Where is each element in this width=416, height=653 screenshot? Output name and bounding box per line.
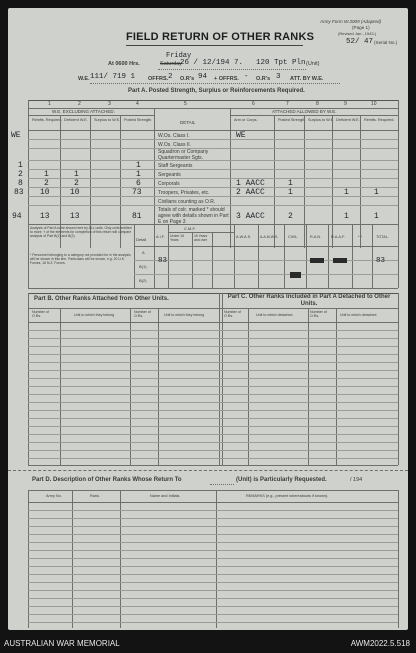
detail-troopers: Troopers, Privates, etc. xyxy=(158,190,210,196)
we-label: W.E. xyxy=(78,76,90,82)
plus-offrs-value: - xyxy=(244,73,249,81)
date-handwritten: 26 / 12/194 7. xyxy=(180,59,244,67)
aif-header: A.I.F. xyxy=(156,235,165,239)
ruled-line xyxy=(28,362,398,363)
detail-corporals: Corporals xyxy=(158,181,180,187)
date-line xyxy=(158,69,306,70)
header-att-deficient: Deficient W.E. xyxy=(336,118,360,122)
form-page xyxy=(8,8,408,630)
col-num-9: 9 xyxy=(344,101,347,107)
att-by-we-label: ATT. BY W.E. xyxy=(290,76,324,82)
ruled-line xyxy=(28,394,398,395)
margin-total: 94 xyxy=(12,212,22,221)
form-reference: Army Form W.3009 (Adapted) xyxy=(320,19,382,24)
margin-tpr: 83 xyxy=(14,188,24,197)
row-cpl-att-posted: 1 xyxy=(288,179,293,188)
part-c-number-header-2: Number of O.Rs. xyxy=(310,310,327,318)
row-tpr-arm: 2 AACC xyxy=(236,188,265,197)
total-reinfts: 13 xyxy=(40,212,50,221)
part-b-number-header-2: Number of O.Rs. xyxy=(134,310,151,318)
civil-header: CIVIL xyxy=(288,235,298,239)
margin-cpl: 8 xyxy=(18,179,23,188)
ors-value: 94 xyxy=(198,73,208,81)
detail-header: DETAIL xyxy=(180,120,196,125)
header-reinfts-required: Reinfts. Required. xyxy=(32,118,63,122)
ruled-line xyxy=(28,614,398,615)
plus-offrs-label: + OFFRS. xyxy=(214,76,239,82)
row-tpr-att-reinfts: 1 xyxy=(374,188,379,197)
ruled-line xyxy=(28,566,398,567)
over-16-header: 16 Years and over xyxy=(194,234,208,242)
redaction-block xyxy=(290,272,301,278)
row-cpl-deficient: 2 xyxy=(74,179,79,188)
header-deficient-we: Deficient W.E. xyxy=(64,118,88,122)
ruled-line xyxy=(28,354,398,355)
ruled-line xyxy=(28,330,398,331)
revised-note: (Revised Jan., 1943.) xyxy=(338,31,377,36)
detail-sergeants: Sergeants xyxy=(158,172,181,178)
detail-staff-sergeants: Staff Sergeants xyxy=(158,163,193,169)
ruled-line xyxy=(28,590,398,591)
header-posted-strength: Posted Strength. xyxy=(124,118,153,122)
part-b-number-header-1: Number of O.Rs. xyxy=(32,310,49,318)
total-deficient: 13 xyxy=(70,212,80,221)
header-surplus-we: Surplus to W.E. xyxy=(94,118,121,122)
part-d-date-blank: / 194 xyxy=(350,477,363,483)
detail-totals: Totals of colr. marked * should agree with details shown in Part E on Page 3 xyxy=(158,207,229,225)
raaf-header: R.A.A.F. xyxy=(331,235,345,239)
part-a-top-rule xyxy=(28,100,398,101)
ruled-line xyxy=(28,450,398,451)
ruled-line xyxy=(28,606,398,607)
ran-header: R.A.N. xyxy=(310,235,322,239)
row-wo1-arm: WE xyxy=(236,131,246,140)
detail-civilians: Civilians counting as O.R. xyxy=(158,199,216,205)
part-d-army-no-header: Army No. xyxy=(46,494,62,498)
ruled-line xyxy=(28,418,398,419)
struck-day: Saturday xyxy=(160,61,183,67)
redaction-block xyxy=(310,258,324,263)
title-underline xyxy=(126,45,303,46)
header-att-surplus: Surplus to W.E. xyxy=(308,118,335,122)
under-16-header: Under 16 Years xyxy=(170,234,184,242)
col-num-5: 5 xyxy=(184,101,187,107)
row-tpr-att-deficient: 1 xyxy=(344,188,349,197)
ors-label: O.R's xyxy=(180,76,195,82)
day-handwritten: Friday xyxy=(166,52,192,60)
ruled-line xyxy=(28,402,398,403)
footer-credit: AUSTRALIAN WAR MEMORIAL xyxy=(4,639,120,648)
margin-sgt: 2 xyxy=(18,170,23,179)
we-excluding-attached-header: W.E. EXCLUDING ATTACHED. xyxy=(52,109,115,114)
awas-header: A.W.A.S. xyxy=(236,235,252,239)
page-title: FIELD RETURN OF OTHER RANKS xyxy=(126,31,315,43)
analysis-note: Analysis of Part A to be shown here by ALL units. Only units entitled to more. † of the elements for completion of this return will compare analysis of Part B(1) and B(2). xyxy=(30,226,132,238)
ruled-line xyxy=(28,370,398,371)
ruled-line xyxy=(28,542,398,543)
analysis-aif-value: 83 xyxy=(158,257,168,265)
serial-number: 52/ 47 xyxy=(346,38,374,46)
ruled-line xyxy=(28,622,398,623)
part-d-title-tail: (Unit) is Particularly Requested. xyxy=(236,477,327,483)
ruled-line xyxy=(28,598,398,599)
part-c-unit-header-2: Unit to which detached. xyxy=(340,313,378,317)
we-value: 111/ 719 1 xyxy=(90,73,136,81)
ors-att-label: O.R's xyxy=(256,76,271,82)
ruled-line xyxy=(28,518,398,519)
ruled-line xyxy=(28,550,398,551)
part-c-number-header-1: Number of O.Rs. xyxy=(224,310,241,318)
part-d-remarks-header: REMARKS (e.g., present whereabouts if known). xyxy=(246,494,329,498)
ruled-line xyxy=(28,378,398,379)
col-num-3: 3 xyxy=(108,101,111,107)
total-att-posted: 2 xyxy=(288,212,293,221)
row-sgt-deficient: 1 xyxy=(74,170,79,179)
total-posted: 81 xyxy=(132,212,142,221)
redaction-block xyxy=(333,258,347,263)
ruled-line xyxy=(28,574,398,575)
part-c-title: Part C. Other Ranks Included in Part A Detached to Other Units. xyxy=(227,294,391,308)
part-b-title: Part B. Other Ranks Attached from Other Units. xyxy=(34,296,169,302)
ruled-line xyxy=(28,582,398,583)
cmf-header: C.M.F. xyxy=(184,226,196,231)
analysis-row-a: A xyxy=(142,250,145,255)
detail-wo-class-2: W.Os. Class II. xyxy=(158,142,192,148)
unit-label: (Unit) xyxy=(306,61,320,67)
analysis-row-b2: B(2) xyxy=(139,278,147,283)
part-d-name-header: Name and Initials. xyxy=(150,494,181,498)
part-c-unit-header-1: Unit to which detached. xyxy=(256,313,294,317)
ruled-line xyxy=(28,558,398,559)
unit-handwritten: 120 Tpt Pln xyxy=(256,59,306,67)
analysis-detail-header: Detail xyxy=(136,237,147,242)
col-num-8: 8 xyxy=(316,101,319,107)
offrs-label: OFFRS. xyxy=(148,76,169,82)
part-a-title: Part A. Posted Strength, Surplus or Reinforcements Required. xyxy=(128,88,305,94)
part-d-rank-header: Rank. xyxy=(90,494,100,498)
part-b-unit-header-1: Unit to which they belong xyxy=(74,313,115,317)
tear-line xyxy=(8,470,408,471)
ruled-line xyxy=(28,510,398,511)
ruled-line xyxy=(28,442,398,443)
analysis-total-value: 83 xyxy=(376,257,386,265)
at-hours-label: At 0600 Hrs. xyxy=(108,61,140,67)
ruled-line xyxy=(28,526,398,527)
aamws-header: A.A.M.W.S. xyxy=(260,235,279,239)
row-sgt-reinfts: 1 xyxy=(44,170,49,179)
total-arm: 3 AACC xyxy=(236,212,265,221)
col-num-2: 2 xyxy=(78,101,81,107)
col-num-4: 4 xyxy=(136,101,139,107)
ruled-line xyxy=(28,386,398,387)
other-header: * * xyxy=(358,235,363,239)
page-indicator: (Page 1) xyxy=(352,25,370,30)
row-tpr-posted: 73 xyxy=(132,188,142,197)
col-num-6: 6 xyxy=(252,101,255,107)
row-sgt-posted: 1 xyxy=(136,170,141,179)
strength-line xyxy=(90,83,340,84)
col-num-1: 1 xyxy=(48,101,51,107)
offrs-value: 2 xyxy=(168,73,173,81)
row-tpr-deficient: 10 xyxy=(70,188,80,197)
attached-allowed-header: ATTACHED ALLOWED BY W.E. xyxy=(272,109,337,114)
ruled-line xyxy=(28,458,398,459)
margin-we: WE xyxy=(11,131,21,140)
detail-cqms: Squadron or Company Quartermaster Sgts. xyxy=(158,149,209,161)
ruled-line xyxy=(28,426,398,427)
ruled-line xyxy=(28,346,398,347)
serial-label: (Serial No.) xyxy=(374,40,398,45)
row-tpr-att-posted: 1 xyxy=(288,188,293,197)
header-att-posted: Posted Strength. xyxy=(278,118,307,122)
detail-wo-class-1: W.Os. Class I. xyxy=(158,133,190,139)
part-d-title: Part D. Description of Other Ranks Whose Return To xyxy=(32,477,182,483)
header-att-reinfts: Reinfts. Required. xyxy=(364,118,395,122)
row-staff-sgt-posted: 1 xyxy=(136,161,141,170)
col-num-7: 7 xyxy=(286,101,289,107)
ors-att-value: 3 xyxy=(276,73,281,81)
ruled-line xyxy=(28,338,398,339)
total-header: TOTAL. xyxy=(376,235,389,239)
row-cpl-posted: 6 xyxy=(136,179,141,188)
row-cpl-reinfts: 2 xyxy=(44,179,49,188)
footer-accession-number: AWM2022.5.518 xyxy=(350,639,410,648)
row-cpl-arm: 1 AACC xyxy=(236,179,265,188)
row-tpr-reinfts: 10 xyxy=(40,188,50,197)
total-att-deficient: 1 xyxy=(344,212,349,221)
total-att-reinfts: 1 xyxy=(374,212,379,221)
ruled-line xyxy=(28,410,398,411)
analysis-row-b1: B(1) xyxy=(139,264,147,269)
ruled-line xyxy=(28,434,398,435)
header-arm-corps: Arm or Corps. xyxy=(234,118,258,122)
col-num-10: 10 xyxy=(371,101,377,107)
ruled-line xyxy=(28,534,398,535)
part-b-unit-header-2: Unit to which they belong xyxy=(164,313,205,317)
analysis-note-2: * Personnel belonging to a category not provided for in the analysis will be shown in this line. Particulars will be shown, e.g. 20 U.K. Forces, 16 N.Z. Forces. xyxy=(30,253,131,265)
margin-staff-sgt: 1 xyxy=(18,161,23,170)
